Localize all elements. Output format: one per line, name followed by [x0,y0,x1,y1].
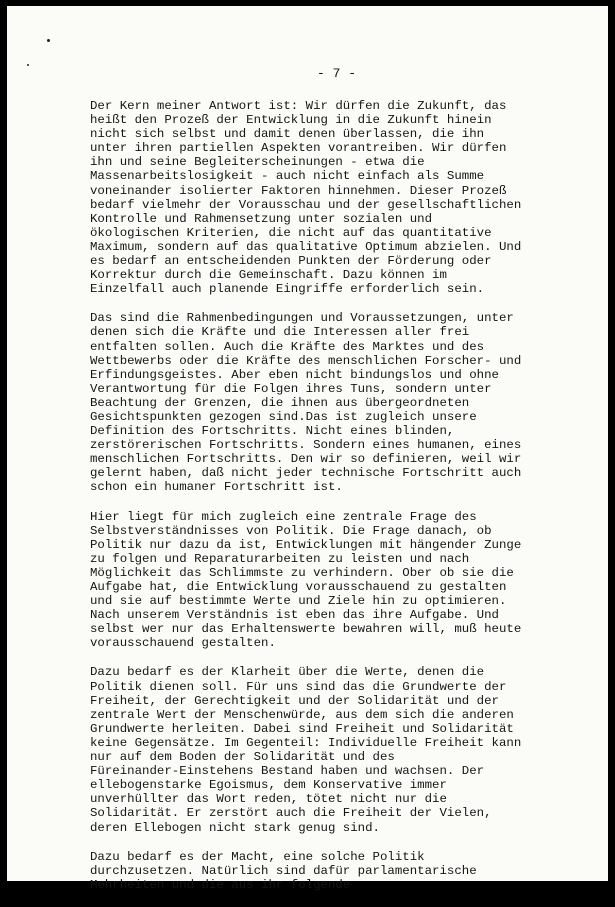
text-line: zerstörerischen Fortschritts. Sondern eines humanen, eines [90,438,522,453]
page-number: - 7 - [317,66,357,81]
text-line: zentrale Wert der Menschenwürde, aus dem sich die anderen [90,707,514,722]
text-line: es bedarf an entscheidenden Punkten der Förderung oder [90,254,492,269]
text-line: denen sich die Kräfte und die Interessen aller frei [90,325,470,340]
text-line: Freiheit, der Gerechtigkeit und der Solidarität und der [90,693,499,708]
text-line: unter ihren partiellen Aspekten vorantreiben. Wir dürfen [90,141,507,156]
text-line: Möglichkeit das Schlimmste zu verhindern. Ober ob sie die [90,565,514,580]
paragraph [90,510,605,651]
text-line: keine Gegensätze. Im Gegenteil: Individuelle Freiheit kann [90,735,522,750]
text-line: unverhüllter das Wort reden, tötet nicht nur die [90,792,447,807]
paragraph [90,850,605,892]
text-line: vorausschauend gestalten. [90,636,276,651]
text-line: Verantwortung für die Folgen ihres Tuns, sondern unter [90,381,492,396]
text-line: heißt den Prozeß der Entwicklung in die Zukunft hinein [90,113,492,128]
text-line: ökologischen Kriterien, die nicht auf das quantitative [90,225,492,240]
text-line: Definition des Fortschritts. Nicht eines blinden, [90,424,455,439]
paragraph [90,311,605,494]
text-line: zu folgen und Reparaturarbeiten zu leisten und nach [90,551,470,566]
text-line: Einzelfall auch planende Eingriffe erforderlich sein. [90,282,485,297]
text-line: Massenarbeitslosigkeit - auch nicht einfach als Summe [90,169,485,184]
paragraph [90,99,605,296]
text-line: Dazu bedarf es der Macht, eine solche Politik [90,849,425,864]
body-text [90,99,605,907]
scan-speck [47,39,50,42]
text-line: Füreinander-Einstehens Bestand haben und wachsen. Der [90,764,485,779]
text-line: Nach unserem Verständnis ist eben das ihre Aufgabe. Und [90,608,499,623]
text-line: Mehrheiten und die aus ihr folgende [90,877,351,892]
text-line: Dazu bedarf es der Klarheit über die Werte, denen die [90,665,485,680]
text-line: deren Ellebogen nicht stark genug sind. [90,820,380,835]
text-line: Kontrolle und Rahmensetzung unter sozialen und [90,211,433,226]
text-line: Maximum, sondern auf das qualitative Optimum abzielen. Und [90,239,522,254]
text-line: Aufgabe hat, die Entwicklung vorausschauend zu gestalten [90,580,507,594]
text-line: schon ein humaner Fortschritt ist. [90,480,343,495]
text-line: entfalten sollen. Auch die Kräfte des Marktes und des [90,339,485,354]
text-line: Wettbewerbs oder die Kräfte des menschlichen Forscher- und [90,353,522,368]
text-line: menschlichen Fortschritts. Den wir so definieren, weil wir [90,452,522,467]
text-line: gelernt haben, daß nicht jeder technische Fortschritt auch [90,466,522,481]
text-line: Gesichtspunkten gezogen sind.Das ist zugleich unsere [90,409,477,424]
text-line: Der Kern meiner Antwort ist: Wir dürfen die Zukunft, das [90,99,507,113]
text-line: nur auf dem Boden der Solidarität und des [90,750,395,765]
text-line: ellebogenstarke Egoismus, dem Konservative immer [90,778,447,793]
text-line: selbst wer nur das Erhaltenswerte bewahren will, muß heute [90,622,522,637]
text-line: Solidarität. Er zerstört auch die Freiheit der Vielen, [90,806,492,821]
text-line: Politik dienen soll. Für uns sind das die Grundwerte der [90,679,507,694]
text-line: ihn und seine Begleiterscheinungen - etwa die [90,155,425,170]
text-line: Das sind die Rahmenbedingungen und Voraussetzungen, unter [90,311,514,326]
text-line: Korrektur durch die Gemeinschaft. Dazu können im [90,268,447,283]
text-line: und sie auf bestimmte Werte und Ziele hin zu optimieren. [90,594,507,609]
document-page [7,6,608,892]
text-line: Politik nur dazu da ist, Entwicklungen mit hängender Zunge [90,537,522,552]
paragraph [90,665,605,834]
text-line: bedarf vielmehr der Vorausschau und der gesellschaftlichen [90,197,522,212]
text-line: Erfindungsgeistes. Aber eben nicht bindungslos und ohne [90,367,499,382]
text-line: nicht sich selbst und damit denen überlassen, die ihn [90,127,485,142]
text-line: durchzusetzen. Natürlich sind dafür parlamentarische [90,863,477,878]
text-line: Hier liegt für mich zugleich eine zentrale Frage des [90,509,477,524]
text-line: voneinander isolierter Faktoren hinnehmen. Dieser Prozeß [90,183,507,198]
text-line: Beachtung der Grenzen, die ihnen aus übergeordneten [90,395,470,410]
scan-speck [27,64,29,66]
text-line: Grundwerte herleiten. Dabei sind Freiheit und Solidarität [90,721,514,736]
text-line: Selbstverständnisses von Politik. Die Frage danach, ob [90,523,492,538]
